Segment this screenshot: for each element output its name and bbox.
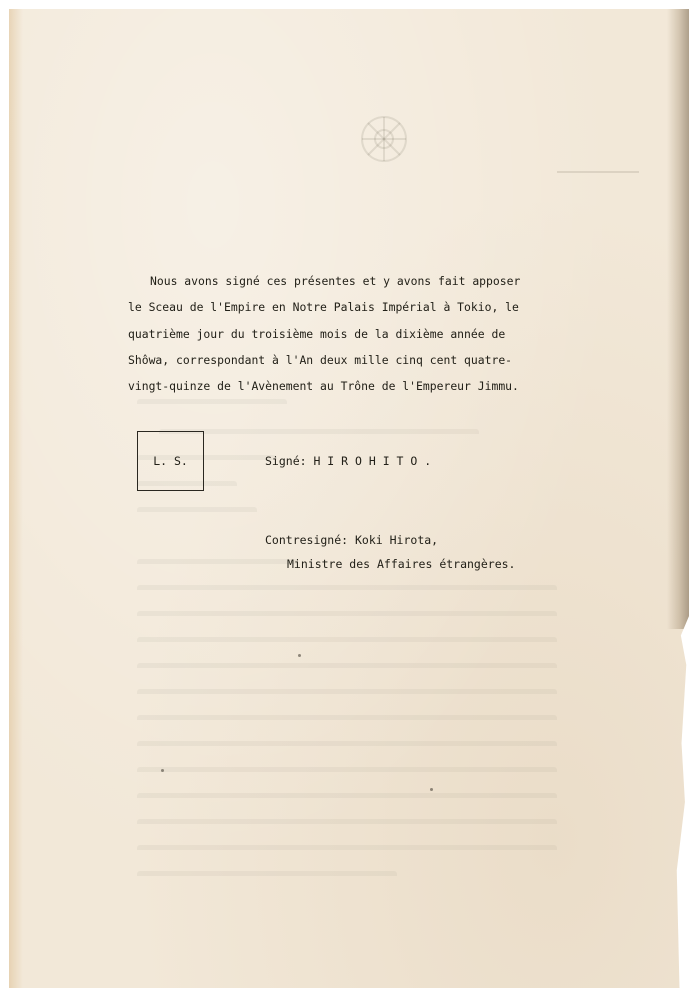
bleed-through-line xyxy=(137,715,557,726)
paragraph-line: quatrième jour du troisième mois de la dixième année de xyxy=(128,326,506,341)
locus-sigilli-box xyxy=(137,431,204,491)
paragraph-line: le Sceau de l'Empire en Notre Palais Impérial à Tokio, le xyxy=(128,300,519,315)
countersignature-block xyxy=(265,528,515,576)
bleed-through-line xyxy=(137,819,557,830)
imperial-seal-ghost-icon xyxy=(349,104,419,174)
bleed-through-line xyxy=(137,637,557,648)
paper-speck xyxy=(298,654,301,657)
bleed-through-line xyxy=(137,689,557,700)
countersign-line: Contresigné: Koki Hirota, xyxy=(265,533,439,547)
bleed-through-line xyxy=(137,399,287,410)
bleed-through-line xyxy=(159,429,479,440)
main-paragraph xyxy=(128,268,628,399)
paper-speck xyxy=(430,788,433,791)
bleed-through-heading xyxy=(557,161,639,173)
bleed-through-line xyxy=(137,585,557,596)
paper-speck xyxy=(161,769,164,772)
bleed-through-line xyxy=(137,611,557,622)
paragraph-line: vingt-quinze de l'Avènement au Trône de l'Empereur Jimmu. xyxy=(128,379,519,394)
signature-line: Signé: H I R O H I T O . xyxy=(265,454,432,468)
countersign-title: Ministre des Affaires étrangères. xyxy=(287,557,516,571)
paragraph-line: Nous avons signé ces présentes et y avons fait apposer xyxy=(150,274,521,288)
bleed-through-line xyxy=(137,793,557,804)
paper-edge-stain xyxy=(9,9,23,988)
locus-sigilli-label: L. S. xyxy=(153,454,188,468)
bleed-through-line xyxy=(137,845,557,856)
bleed-through-line xyxy=(137,741,557,752)
bleed-through-line xyxy=(137,767,557,778)
paragraph-line: Shôwa, correspondant à l'An deux mille cinq cent quatre- xyxy=(128,352,513,367)
bleed-through-line xyxy=(137,507,257,518)
bleed-through-line xyxy=(137,663,557,674)
paper-sheet xyxy=(9,9,689,988)
bleed-through-line xyxy=(137,871,397,882)
paper-right-stain xyxy=(667,9,689,629)
